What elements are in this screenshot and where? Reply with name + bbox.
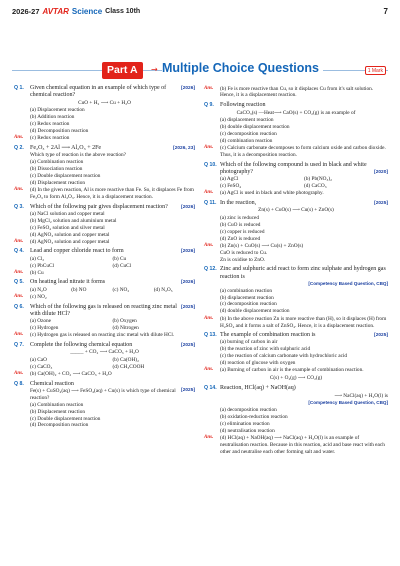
answer-label: Ans. <box>14 371 24 377</box>
explanation-line: CuO is reduced to Cu. <box>220 249 268 256</box>
question-text: The example of combination reaction is <box>220 332 316 339</box>
year-tag: [2025] <box>181 304 195 310</box>
answer-label: Ans. <box>14 269 24 275</box>
answer-text: (c) NO₂ <box>30 294 47 301</box>
question-2 <box>14 145 195 201</box>
question-7 <box>14 342 195 378</box>
question-text: Which of the following gas is released on reacting zinc metal with dilute HCl? <box>30 303 177 317</box>
option: (c) CaCO₃ <box>30 363 53 370</box>
option: (a) NaCl solution and copper metal <box>30 210 105 217</box>
option: (c) elimination reaction <box>220 420 270 427</box>
question-number: Q 10. <box>204 161 217 168</box>
answer-text: (b) Cu <box>30 269 44 276</box>
option: (c) decomposition reaction <box>220 301 277 308</box>
equation: Zn(s) + CuO(s) ⟶ Cu(s) + ZnO(s) <box>258 207 334 214</box>
option: (d) double displacement reaction <box>220 308 290 315</box>
header-class: Class 10th <box>105 7 141 15</box>
question-number: Q 9. <box>204 101 214 108</box>
year-tag: [2025] <box>374 333 388 339</box>
option: (c) the reaction of calcium carbonate with hydrochloric acid <box>220 353 348 360</box>
option: (b) the reaction of zinc with sulphuric acid <box>220 346 311 353</box>
option: (b) double displacement reaction <box>220 123 290 130</box>
year-tag: [2026] <box>181 280 195 286</box>
option: (a) decomposition reaction <box>220 406 277 413</box>
option: (a) combination reaction <box>220 287 273 294</box>
year-tag: [2020] <box>374 169 388 175</box>
question-3 <box>14 204 195 246</box>
question-number: Q 8. <box>14 380 24 387</box>
answer-label: Ans. <box>14 187 24 193</box>
option: (b) MgCl₂ solution and aluminium metal <box>30 217 117 224</box>
question-text-2: Which type of reaction is the above reaction? <box>30 152 127 159</box>
question-text: On heating lead nitrate it forms <box>30 279 106 286</box>
right-column <box>204 85 388 458</box>
option: (d) Nitrogen <box>112 324 139 331</box>
question-text: Given chemical equation in an example of which type of chemical reaction? <box>30 85 167 99</box>
equation: ⟶ NaCl(aq) + H₂O(l) is <box>334 392 388 399</box>
option: (a) displacement reaction <box>220 117 274 124</box>
question-number: Q 14. <box>204 384 217 391</box>
question-6 <box>14 304 195 340</box>
answer-text: (b) Zn(s) + CuO(s) ⟶ Cu(s) + ZnO(s) <box>220 243 304 249</box>
answer-label: Ans. <box>204 435 214 441</box>
option: (a) zinc is reduced <box>220 214 259 221</box>
question-number: Q 4. <box>14 248 24 255</box>
question-text: Lead and copper chloride react to form <box>30 248 124 255</box>
option: (b) Displacement reaction <box>30 408 86 415</box>
question-text: Chemical reaction <box>30 380 74 387</box>
equation: C(s) + O₂(g) ⟶ CO₂(g) <box>269 374 323 381</box>
answer-text: (b) In the above reaction Zn is more reactive than (H), so it displaces (H) from H₂SO₄ and it forms a salt of ZnSO₄. Hence, it is a displacement reaction. <box>220 315 387 329</box>
year-tag: [2026] <box>181 204 195 210</box>
option: (b) Ca(OH)₂ <box>112 356 139 363</box>
option: (a) CaO <box>30 356 47 363</box>
option: (d) Decomposition reaction <box>30 128 89 135</box>
answer-label: Ans. <box>14 135 24 141</box>
question-number: Q 7. <box>14 341 24 348</box>
option: (b) NO <box>71 286 87 293</box>
answer-text: (c) Calcium carbonate decomposes to form calcium oxide and carbon dioxide. Thus, it is a decomposition reaction. <box>220 145 386 159</box>
option: (a) Cl₂ <box>30 255 45 262</box>
option: (c) Double displacement reaction <box>30 415 101 422</box>
year-tag: [2025] <box>181 387 195 393</box>
option: (c) PbCuCl <box>30 262 54 269</box>
option: (b) Pb(NO₃)₂ <box>304 175 332 182</box>
answer-text: (c) Hydrogen gas is released on reacting zinc metal with dilute HCl. <box>30 332 175 339</box>
option: (b) CuO is reduced <box>220 221 261 228</box>
question-text: Which of the following compound is used in black and white photography? <box>220 161 367 175</box>
option: (d) CuCl <box>112 262 132 269</box>
option: (d) reaction of glucose with oxygen <box>220 360 296 367</box>
header-subject: Science <box>71 6 103 16</box>
option: (c) FeSO₄ <box>220 182 242 189</box>
question-8 <box>14 381 195 430</box>
question-13 <box>204 332 388 382</box>
equation: CaCO₃(s) —Heat⟶ CaO(s) + CO₂(g) is an example of <box>236 109 356 116</box>
year-tag: [2025] <box>181 342 195 348</box>
question-14 <box>204 385 388 456</box>
question-text: Zinc and sulphuric acid react to form zinc sulphate and hydrogen gas reaction is <box>220 266 386 280</box>
option: (c) copper is reduced <box>220 228 265 235</box>
option: (c) FeSO₄ solution and silver metal <box>30 224 105 231</box>
equation: CuO + H₂ ⟶ Cu + H₂O <box>78 99 131 106</box>
question-text-2: Fe(s) + CuSO₄(aq) ⟶ FeSO₄(aq) + Cu(s) is which type of chemical reaction? <box>30 387 176 401</box>
option: (d) ZnO is reduced <box>220 235 261 242</box>
answer-label: Ans. <box>14 294 24 300</box>
option: (a) Ozone <box>30 317 52 324</box>
year-tag: [2026, 23] <box>173 145 195 151</box>
option: (b) oxidation-reduction reaction <box>220 413 288 420</box>
option: (c) Hydrogen <box>30 324 59 331</box>
option: (b) displacement reaction <box>220 294 274 301</box>
answer-text: (d) In the given reaction, Al is more reactive than Fe. So, it displaces Fe from Fe₂O₃ to form Al₂O₃. Hence, it is a displacement reaction. <box>30 187 194 201</box>
part-label: Part A <box>102 62 143 79</box>
option: (b) Cu <box>112 255 127 262</box>
answer-8 <box>204 86 388 100</box>
year-tag: [2026] <box>181 249 195 255</box>
option: (d) Displacement reaction <box>30 179 86 186</box>
brand-logo: AVTAR <box>42 6 69 16</box>
page-number: 7 <box>383 6 388 16</box>
explanation-line: Zn is oxidise to ZnO. <box>220 256 266 263</box>
answer-text: (a) AgCl is used in black and white photography. <box>220 190 324 197</box>
equation: _____ + CO₂ ⟶ CaCO₃ + H₂O <box>70 349 139 356</box>
question-number: Q 11. <box>204 199 217 206</box>
competency-tag: [Competency Based Question, CBQ] <box>308 280 388 286</box>
option: (c) Double displacement reaction <box>30 172 101 179</box>
option: (c) Redox reaction <box>30 121 70 128</box>
option: (d) AgNO₃ solution and copper metal <box>30 231 110 238</box>
option: (d) neutralisation reaction <box>220 427 275 434</box>
option: (c) NO₂ <box>112 286 130 293</box>
section-title-band <box>0 62 400 80</box>
option: (b) Oxygen <box>112 317 137 324</box>
option: (a) burning of carbon in air <box>220 339 278 346</box>
option: (c) decomposition reaction <box>220 130 277 137</box>
answer-text: (d) HCl(aq) + NaOH(aq) ⟶ NaCl(aq) + H₂O(l) is an example of neutralisation reaction. Because in this reaction, acid and base react with each other and neutralise each other forming salt and water. <box>220 435 385 455</box>
answer-text: (a) Burning of carbon in air is the example of combination reaction. <box>220 367 364 374</box>
option: (a) Combination reaction <box>30 401 84 408</box>
question-1 <box>14 85 195 142</box>
competency-tag: [Competency Based Question, CBQ] <box>308 400 388 405</box>
answer-label: Ans. <box>204 315 214 321</box>
year-tag: [2026] <box>181 86 195 91</box>
answer-label: Ans. <box>14 332 24 338</box>
option: (a) AgCl <box>220 175 239 182</box>
page-header <box>0 0 400 22</box>
header-year: 2026-27 <box>12 6 40 16</box>
question-number: Q 2. <box>14 144 24 151</box>
answer-label: Ans. <box>204 243 214 248</box>
section-title: Multiple Choice Questions <box>162 61 323 75</box>
answer-text: (c) Redox reaction <box>30 135 70 142</box>
option: (d) CH₃COOH <box>112 363 145 370</box>
answer-label: Ans. <box>204 190 214 196</box>
left-column <box>14 85 195 432</box>
question-text: Complete the following chemical equation <box>30 341 133 348</box>
answer-text: (d) AgNO₃ solution and copper metal <box>30 238 110 245</box>
question-text: Which of the following pair gives displacement reaction? <box>30 203 168 210</box>
arrow-icon: → <box>151 65 158 74</box>
answer-label: Ans. <box>204 145 214 151</box>
option: (d) CaCO₃ <box>304 182 327 189</box>
answer-text: (b) Fe is more reactive than Cu, so it displaces Cu from it's salt solution. Hence, it is a displacement reaction. <box>220 85 374 99</box>
question-10 <box>204 162 388 198</box>
question-number: Q 13. <box>204 332 217 339</box>
question-text: Reaction, HCl(aq) + NaOH(aq) <box>220 384 296 391</box>
option: (b) Dissociation reaction <box>30 165 83 172</box>
question-number: Q 5. <box>14 279 24 286</box>
marks-badge: 1 Mark <box>365 66 386 75</box>
option: (d) combination reaction <box>220 137 273 144</box>
question-number: Q 3. <box>14 203 24 210</box>
option: (a) N₂O <box>30 286 47 293</box>
question-12 <box>204 266 388 329</box>
answer-label: Ans. <box>14 238 24 244</box>
question-11 <box>204 200 388 264</box>
question-5 <box>14 279 195 301</box>
option: (d) Decomposition reaction <box>30 422 89 429</box>
question-4 <box>14 248 195 276</box>
question-text: In the reaction, <box>220 199 257 206</box>
question-number: Q 1. <box>14 85 24 91</box>
question-9 <box>204 102 388 159</box>
answer-label: Ans. <box>204 85 214 91</box>
question-number: Q 12. <box>204 266 217 273</box>
option: (a) Combination reaction <box>30 159 84 166</box>
year-tag: [2025] <box>374 200 388 206</box>
option: (a) Displacement reaction <box>30 107 85 114</box>
option: (d) N₂O₅ <box>153 286 173 293</box>
answer-label: Ans. <box>204 367 214 373</box>
question-number: Q 6. <box>14 303 24 310</box>
question-text: Following reaction <box>220 101 266 108</box>
question-text: Fe₂O₃ + 2Al ⟶ Al₂O₃ + 2Fe <box>30 144 102 151</box>
option: (b) Addition reaction <box>30 114 75 121</box>
answer-text: (b) Ca(OH)₂ + CO₂ ⟶ CaCO₃ + H₂O <box>30 371 112 378</box>
